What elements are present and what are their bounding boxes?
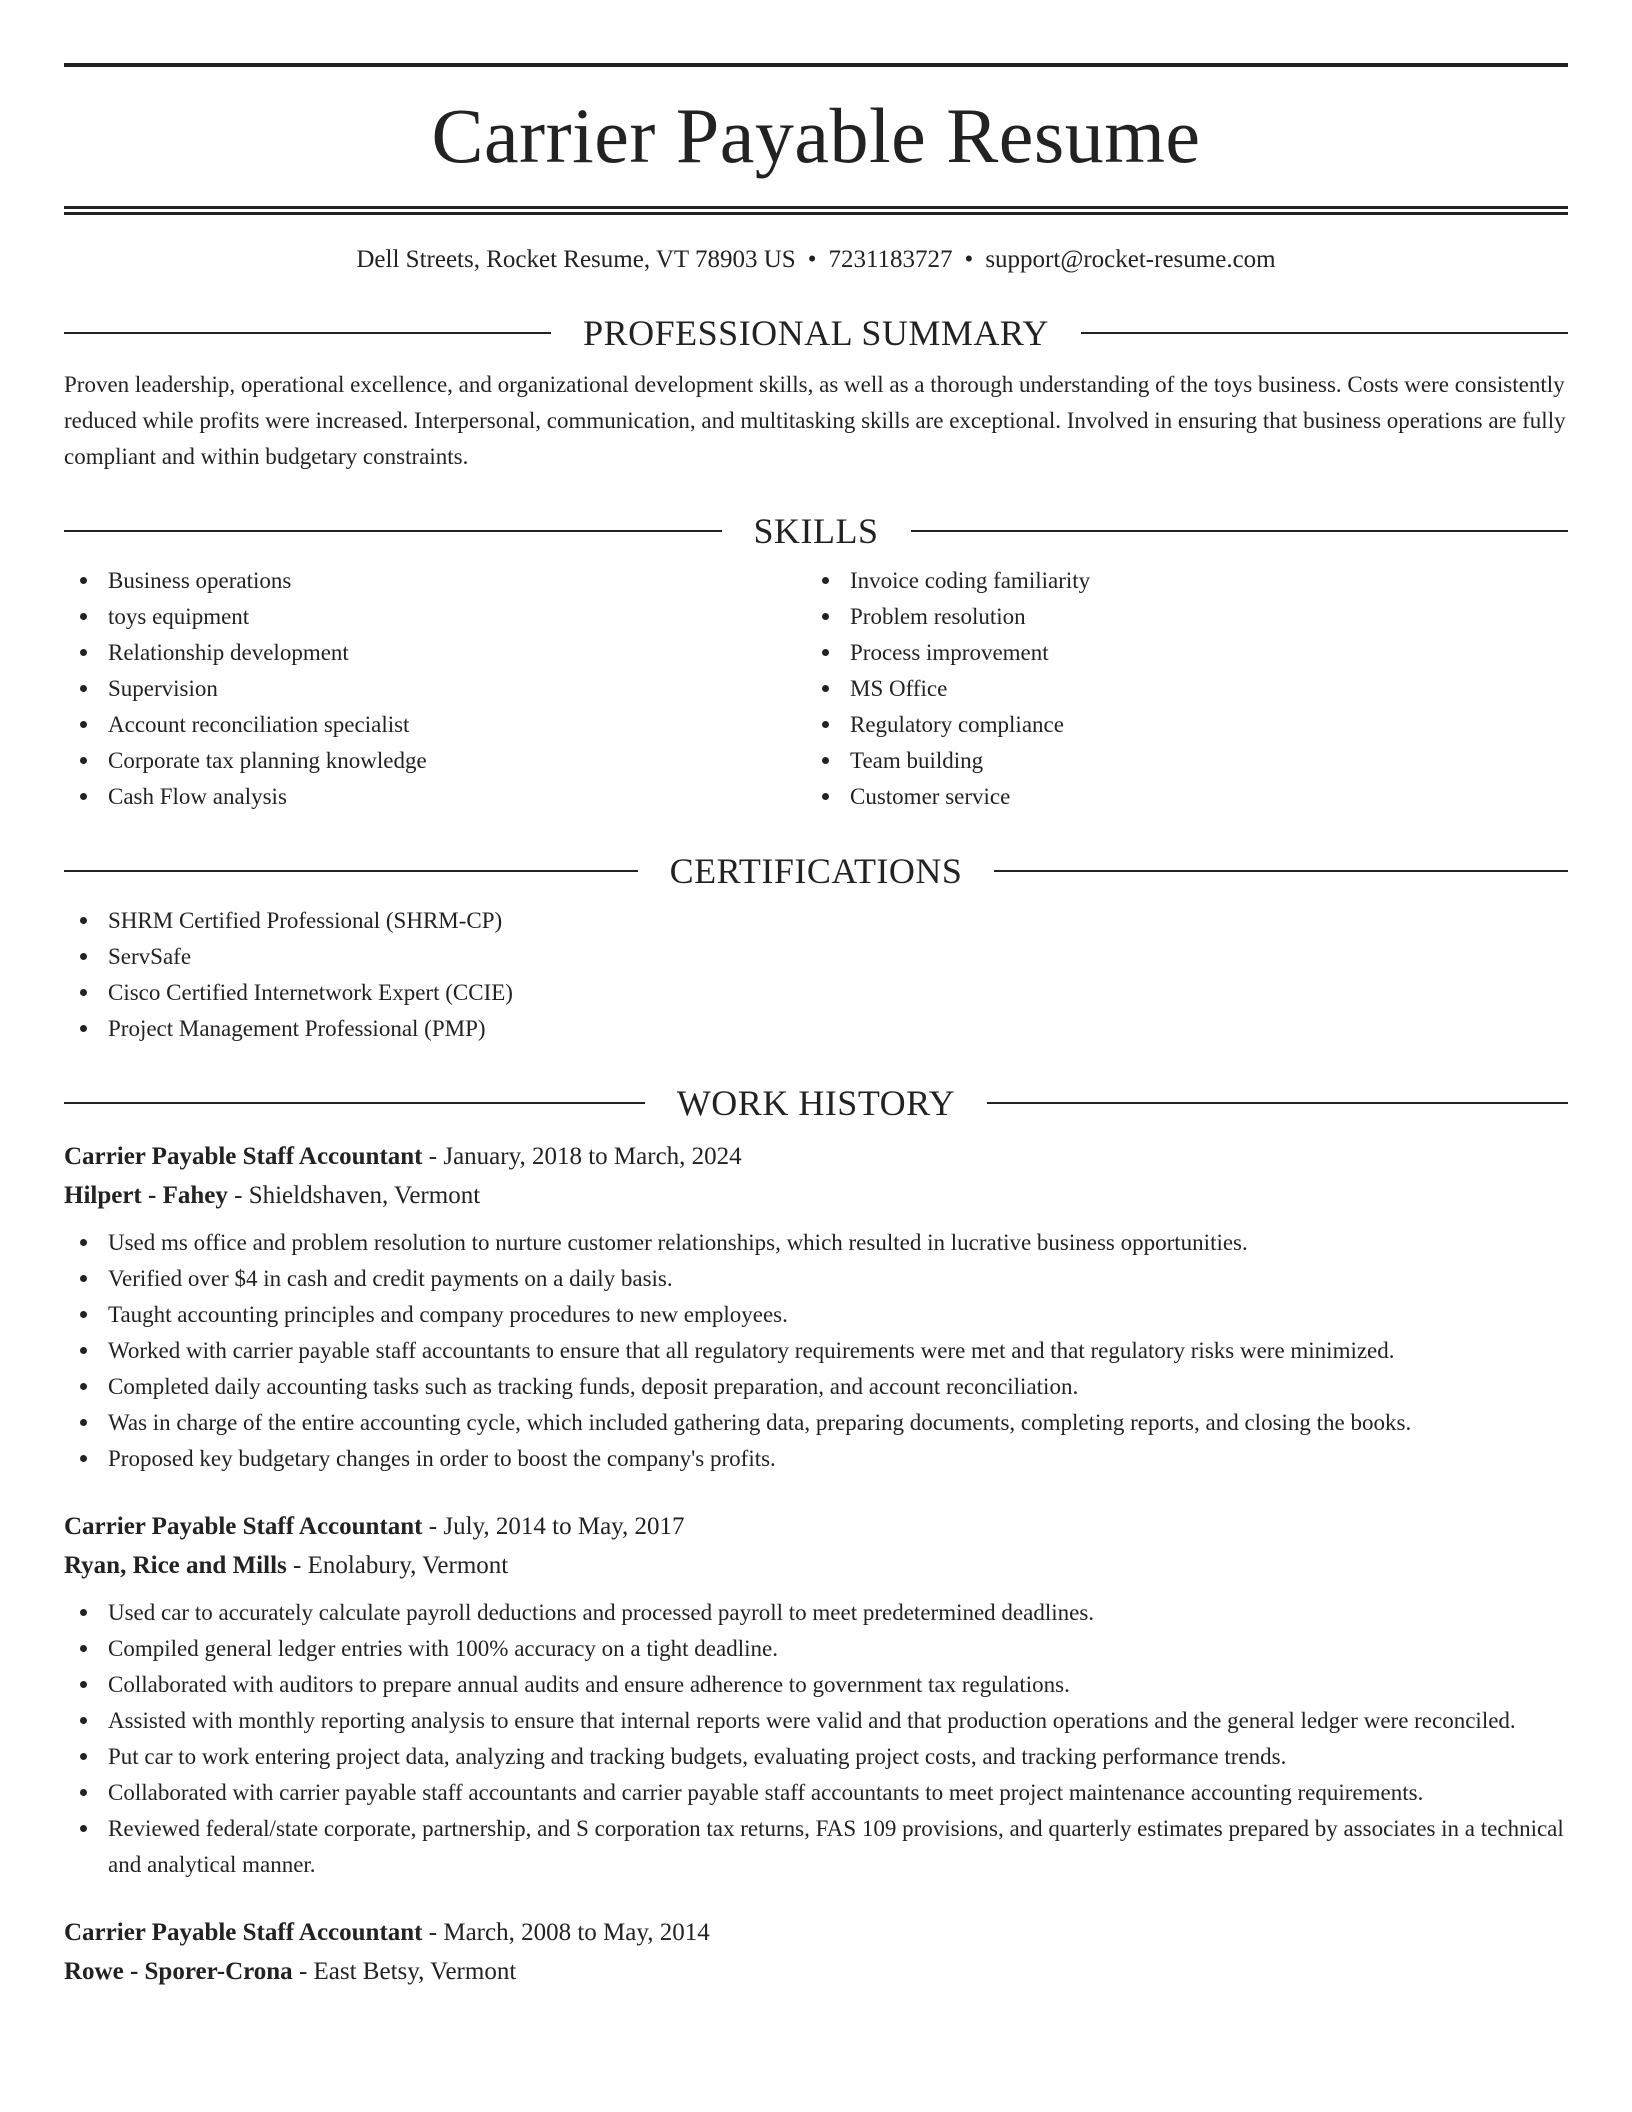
heading-rule bbox=[64, 530, 722, 532]
list-item: Proposed key budgetary changes in order to boost the company's profits. bbox=[64, 1441, 1568, 1477]
job-dash: - bbox=[227, 1182, 249, 1209]
job-location: Shieldshaven, Vermont bbox=[248, 1182, 481, 1209]
list-item: Corporate tax planning knowledge bbox=[64, 743, 806, 779]
list-item: Relationship development bbox=[64, 635, 806, 671]
skills-list-left bbox=[64, 563, 806, 815]
list-item: Used car to accurately calculate payroll deductions and processed payroll to meet predetermined deadlines. bbox=[64, 1595, 1568, 1631]
list-item: Compiled general ledger entries with 100% accuracy on a tight deadline. bbox=[64, 1631, 1568, 1667]
heading-rule bbox=[1081, 332, 1568, 334]
work-heading: WORK HISTORY bbox=[676, 1083, 956, 1123]
certifications-heading-row bbox=[64, 851, 1568, 891]
list-item: Supervision bbox=[64, 671, 806, 707]
job-dash: - bbox=[422, 1143, 444, 1170]
list-item: Completed daily accounting tasks such as tracking funds, deposit preparation, and account reconciliation. bbox=[64, 1369, 1568, 1405]
heading-rule bbox=[994, 870, 1568, 872]
list-item: Assisted with monthly reporting analysis to ensure that internal reports were valid and that production operations and the general ledger were reconciled. bbox=[64, 1703, 1568, 1739]
list-item: Account reconciliation specialist bbox=[64, 707, 806, 743]
certifications-heading: CERTIFICATIONS bbox=[669, 851, 963, 891]
job-dash: - bbox=[292, 1958, 314, 1985]
list-item: Cisco Certified Internetwork Expert (CCIE) bbox=[64, 975, 1568, 1011]
job-company-line bbox=[64, 1546, 1568, 1585]
job-company-line bbox=[64, 1952, 1568, 1991]
job-dash: - bbox=[422, 1919, 444, 1946]
job-dates: January, 2018 to March, 2024 bbox=[443, 1143, 742, 1170]
page-title: Carrier Payable Resume bbox=[431, 92, 1201, 179]
job-entry bbox=[64, 1507, 1568, 1883]
summary-heading-row bbox=[64, 313, 1568, 353]
contact-separator: • bbox=[807, 246, 817, 273]
list-item: Problem resolution bbox=[806, 599, 1548, 635]
job-location: Enolabury, Vermont bbox=[307, 1552, 509, 1579]
summary-text: Proven leadership, operational excellence, and organizational development skills, as well as a thorough understanding of the toys business. Costs were consistently reduced while profits were increased. Interpersonal, communication, and multitasking skills are exceptional. Involved in ensuring that business operations are fully compliant and within budgetary constraints. bbox=[64, 372, 1566, 469]
job-dates: July, 2014 to May, 2017 bbox=[443, 1513, 685, 1540]
job-entry bbox=[64, 1137, 1568, 1477]
list-item: Regulatory compliance bbox=[806, 707, 1548, 743]
list-item: SHRM Certified Professional (SHRM-CP) bbox=[64, 903, 1568, 939]
list-item: Business operations bbox=[64, 563, 806, 599]
work-history-list bbox=[64, 1137, 1568, 1991]
contact-address: Dell Streets, Rocket Resume, VT 78903 US bbox=[356, 246, 796, 273]
job-role: Carrier Payable Staff Accountant bbox=[64, 1143, 423, 1170]
heading-rule bbox=[64, 1102, 645, 1104]
list-item: Team building bbox=[806, 743, 1548, 779]
job-company: Hilpert - Fahey bbox=[64, 1182, 228, 1209]
job-dates: March, 2008 to May, 2014 bbox=[443, 1919, 710, 1946]
job-title-line bbox=[64, 1913, 1568, 1952]
job-dash: - bbox=[286, 1552, 308, 1579]
contact-phone: 7231183727 bbox=[828, 246, 953, 273]
list-item: MS Office bbox=[806, 671, 1548, 707]
list-item: Reviewed federal/state corporate, partnership, and S corporation tax returns, FAS 109 provisions, and quarterly estimates prepared by associates in a technical and analytical manner. bbox=[64, 1811, 1568, 1883]
list-item: Process improvement bbox=[806, 635, 1548, 671]
job-role: Carrier Payable Staff Accountant bbox=[64, 1919, 423, 1946]
job-location: East Betsy, Vermont bbox=[313, 1958, 517, 1985]
job-company: Rowe - Sporer-Crona bbox=[64, 1958, 293, 1985]
list-item: ServSafe bbox=[64, 939, 1568, 975]
job-title-line bbox=[64, 1507, 1568, 1546]
list-item: Customer service bbox=[806, 779, 1548, 815]
job-duties-list bbox=[64, 1595, 1568, 1883]
resume-page bbox=[64, 0, 1568, 1991]
list-item: toys equipment bbox=[64, 599, 806, 635]
list-item: Project Management Professional (PMP) bbox=[64, 1011, 1568, 1047]
list-item: Cash Flow analysis bbox=[64, 779, 806, 815]
list-item: Verified over $4 in cash and credit payments on a daily basis. bbox=[64, 1261, 1568, 1297]
heading-rule bbox=[64, 870, 638, 872]
summary-heading: PROFESSIONAL SUMMARY bbox=[583, 313, 1049, 353]
heading-rule bbox=[987, 1102, 1568, 1104]
job-company-line bbox=[64, 1176, 1568, 1215]
skills-heading-row bbox=[64, 511, 1568, 551]
job-duties-list bbox=[64, 1225, 1568, 1477]
title-double-rule bbox=[64, 206, 1568, 215]
list-item: Worked with carrier payable staff accountants to ensure that all regulatory requirements were met and that regulatory risks were minimized. bbox=[64, 1333, 1568, 1369]
job-title-line bbox=[64, 1137, 1568, 1176]
job-role: Carrier Payable Staff Accountant bbox=[64, 1513, 423, 1540]
list-item: Collaborated with carrier payable staff accountants and carrier payable staff accountants to meet project maintenance accounting requirements. bbox=[64, 1775, 1568, 1811]
job-entry bbox=[64, 1913, 1568, 1991]
contact-separator: • bbox=[964, 246, 974, 273]
work-heading-row bbox=[64, 1083, 1568, 1123]
skills-columns bbox=[64, 563, 1568, 815]
contact-line bbox=[64, 243, 1568, 277]
list-item: Taught accounting principles and company procedures to new employees. bbox=[64, 1297, 1568, 1333]
heading-rule bbox=[64, 332, 551, 334]
list-item: Collaborated with auditors to prepare annual audits and ensure adherence to government tax regulations. bbox=[64, 1667, 1568, 1703]
list-item: Used ms office and problem resolution to nurture customer relationships, which resulted in lucrative business opportunities. bbox=[64, 1225, 1568, 1261]
heading-rule bbox=[911, 530, 1569, 532]
list-item: Was in charge of the entire accounting cycle, which included gathering data, preparing documents, completing reports, and closing the books. bbox=[64, 1405, 1568, 1441]
certifications-list bbox=[64, 903, 1568, 1047]
list-item: Put car to work entering project data, analyzing and tracking budgets, evaluating project costs, and tracking performance trends. bbox=[64, 1739, 1568, 1775]
contact-email: support@rocket-resume.com bbox=[985, 246, 1276, 273]
job-company: Ryan, Rice and Mills bbox=[64, 1552, 287, 1579]
list-item: Invoice coding familiarity bbox=[806, 563, 1548, 599]
skills-list-right bbox=[806, 563, 1548, 815]
skills-heading: SKILLS bbox=[753, 511, 879, 551]
job-dash: - bbox=[422, 1513, 444, 1540]
